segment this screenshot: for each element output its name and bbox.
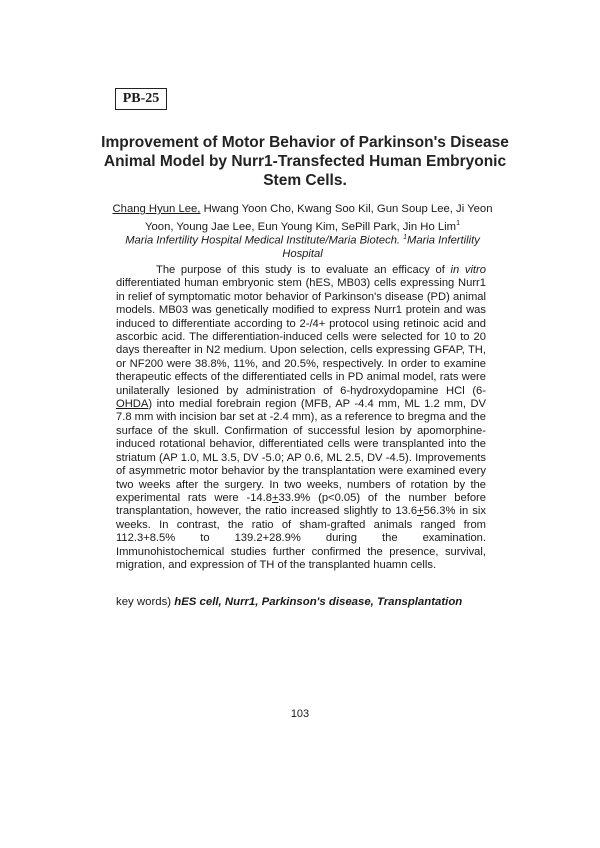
abstract-part-2: differentiated human embryonic stem (hES, MB03) cells expressing Nurr1 in relief of symptomatic motor behavior of Parkinson's disease (PD) animal models. MB03 was genetically modified to express Nurr1 protein and was induced to differentiate according to 2-/4+ protocol using retinoic acid and ascorbic acid. The differentiation-induced cells were selected for 10 to 20 days thereafter in N2 medium. Upon selection, cells expressing GFAP, TH, or NF200 were 38.8%, 11%, and 20.5%, respectively. In order to examine therapeutic effects of the differentiated cells in PD animal model, rats were unilaterally lesioned by administration of 6-hydroxydopamine HCl (6- [116, 277, 486, 397]
co-authors: Hwang Yoon Cho, Kwang Soo Kil, Gun Soup Lee, Ji Yeon Yoon, Young Jae Lee, Eun Young Kim, SePill Park, Jin Ho Lim [145, 203, 493, 233]
abstract-code-box: PB-25 [115, 88, 167, 110]
abstract-part-5: 56.3% in six weeks. In contrast, the ratio of sham-grafted animals ranged from 112.3+8.5% to 139.2+28.9% during the examination. Immunohistochemical studies further confirmed the presence, survival, migration, and expression of TH of the transplanted huamn cells. [116, 505, 486, 571]
affiliation-main: Maria Infertility Hospital Medical Institute/Maria Biotech. [125, 234, 404, 247]
page-number: 103 [290, 708, 310, 720]
abstract-part-1: The purpose of this study is to evaluate an efficacy of [156, 264, 451, 276]
keywords-terms: hES cell, Nurr1, Parkinson's disease, Transplantation [174, 596, 463, 608]
affiliation [110, 231, 495, 262]
plus-minus-1: + [271, 491, 279, 504]
plus-minus-2: + [417, 505, 424, 518]
abstract-part-3: ) into medial forebrain region (MFB, AP -4.4 mm, ML 1.2 mm, DV 7.8 mm with incision bar set at -2.4 mm), as a reference to bregma and the surface of the skull. Confirmation of successful lesion by apomorphine-induced rotational behavior, differentiated cells were transplanted into the striatum (AP 1.0, ML 3.5, DV -5.0; AP 0.6, ML 2.5, DV -4.5). Improvements of asymmetric motor behavior by the transplantation were examined every two weeks after the surgery. In two weeks, numbers of rotation by the experimental rats were -14.8 [116, 398, 486, 504]
keywords-label: key words) [116, 596, 175, 608]
affiliation-superscript: 1 [403, 234, 408, 241]
author-list [110, 202, 495, 234]
abstract-in-vitro: in vitro [450, 264, 486, 276]
paper-title: Improvement of Motor Behavior of Parkinson's Disease Animal Model by Nurr1-Transfected Human Embryonic Stem Cells. [101, 134, 509, 189]
abstract-part-4: 33.9% (p<0.05) of the number before transplantation, however, the ratio increased slightly to 13.6 [116, 491, 486, 518]
abstract-ohda: OHDA [116, 398, 149, 411]
affiliation-second: Maria Infertility Hospital [282, 234, 480, 261]
presenting-author: Chang Hyun Lee, [112, 203, 201, 215]
abstract-body [116, 264, 486, 572]
keywords-line [116, 595, 496, 609]
author-superscript: 1 [456, 219, 460, 227]
